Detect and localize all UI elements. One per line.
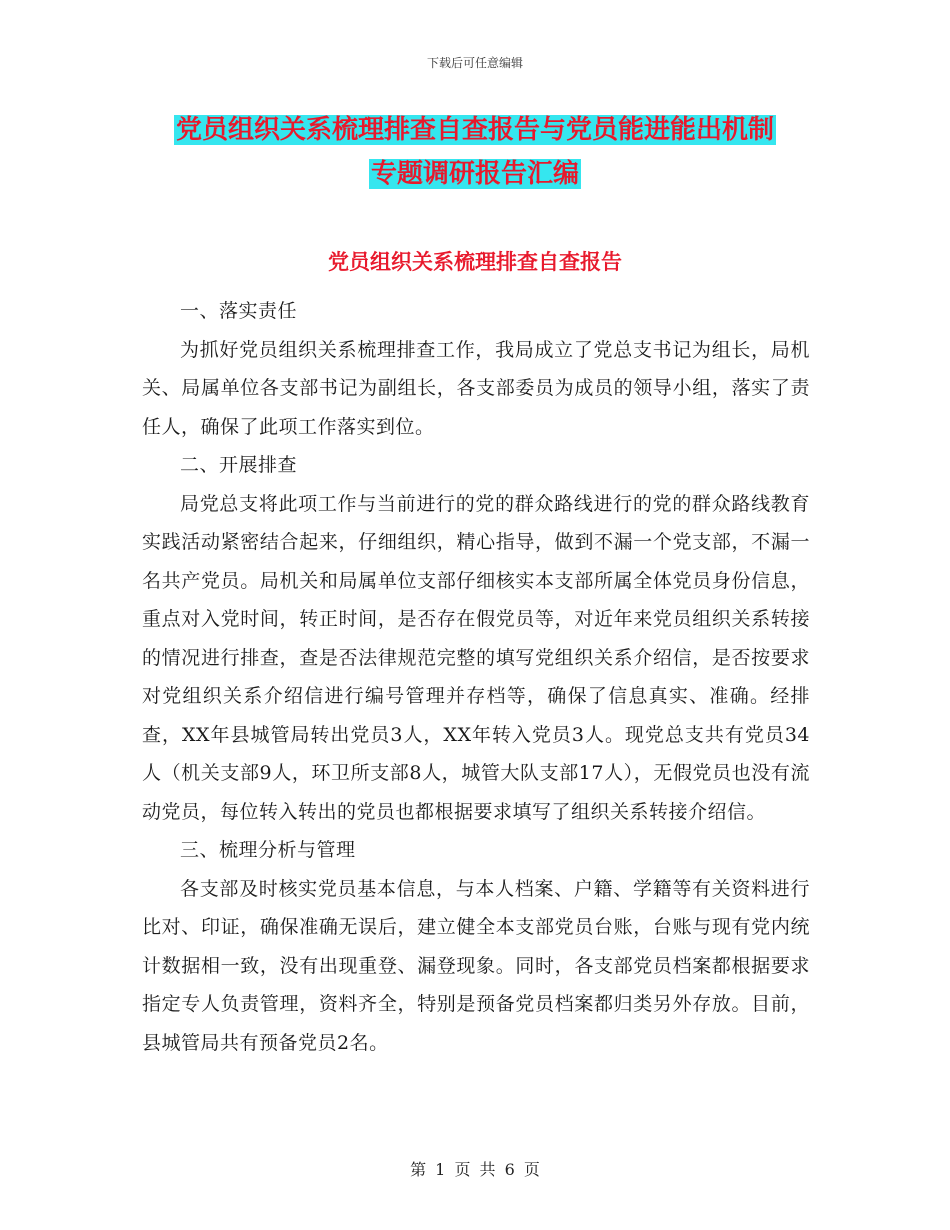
- paragraph-analysis: 各支部及时核实党员基本信息，与本人档案、户籍、学籍等有关资料进行比对、印证，确保准确无误后，建立健全本支部党员台账，台账与现有党内统计数据相一致，没有出现重登、漏登现象。同时，各支部党员档案都根据要求指定专人负责管理，资料齐全，特别是预备党员档案都归类另外存放。目前，县城管局共有预备党员2名。: [142, 877, 810, 1054]
- paragraph-inspection: 局党总支将此项工作与当前进行的党的群众路线进行的党的群众路线教育实践活动紧密结合起来，仔细组织，精心指导，做到不漏一个党支部，不漏一名共产党员。局机关和局属单位支部仔细核实本支部所属全体党员身份信息，重点对入党时间，转正时间，是否存在假党员等，对近年来党员组织关系转接的情况进行排查，查是否法律规范完整的填写党组织关系介绍信，是否按要求对党组织关系介绍信进行编号管理并存档等，确保了信息真实、准确。经排查，XX年县城管局转出党员3人，XX年转入党员3人。现党总支共有党员34人（机关支部9人，环卫所支部8人，城管大队支部17人），无假党员也没有流动党员，每位转入转出的党员也都根据要求填写了组织关系转接介绍信。: [142, 492, 810, 823]
- paragraph-responsibility: 为抓好党员组织关系梳理排查工作，我局成立了党总支书记为组长，局机关、局属单位各支部书记为副组长，各支部委员为成员的领导小组，落实了责任人，确保了此项工作落实到位。: [142, 338, 810, 438]
- heading-carry-out-inspection: 二、开展排查: [180, 454, 298, 476]
- title-highlight-2: 专题调研报告汇编: [370, 159, 579, 189]
- title-highlight-1: 党员组织关系梳理排查自查报告与党员能进能出机制: [175, 115, 774, 145]
- header-note: 下载后可任意编辑: [426, 56, 523, 70]
- heading-implement-responsibility: 一、落实责任: [180, 300, 298, 322]
- document-title-line-1: [0, 110, 950, 150]
- section-title: 党员组织关系梳理排查自查报告: [328, 250, 622, 274]
- heading-analysis-management: 三、梳理分析与管理: [180, 839, 356, 861]
- body-text: [142, 292, 810, 1062]
- page-footer: 第 1 页 共 6 页: [410, 1160, 540, 1179]
- document-title-line-2: [0, 154, 950, 194]
